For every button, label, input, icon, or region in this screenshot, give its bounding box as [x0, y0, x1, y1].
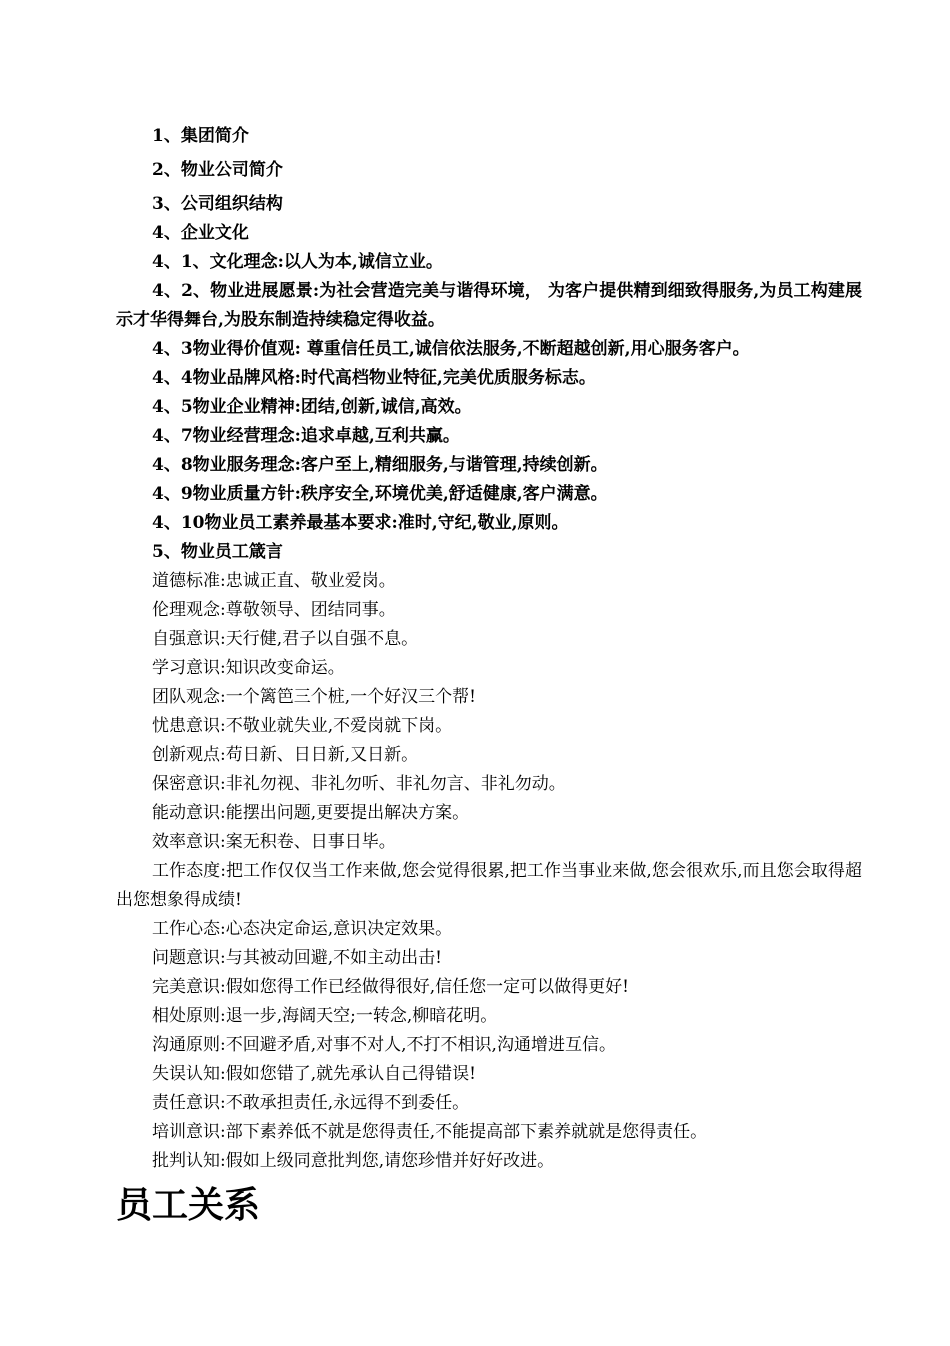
- motto-item: 保密意识:非礼勿视、非礼勿听、非礼勿言、非礼勿动。: [152, 774, 566, 794]
- values: 4、3物业得价值观: 尊重信任员工,诚信依法服务,不断超越创新,用心服务客户。: [152, 339, 750, 359]
- motto-item: 完美意识:假如您得工作已经做得很好,信任您一定可以做得更好!: [152, 977, 629, 997]
- quality-policy: 4、9物业质量方针:秩序安全,环境优美,舒适健康,客户满意。: [152, 484, 608, 504]
- motto-item: 工作心态:心态决定命运,意识决定效果。: [152, 919, 453, 939]
- motto-item: 道德标准:忠诚正直、敬业爱岗。: [152, 571, 396, 591]
- motto-item: 责任意识:不敢承担责任,永远得不到委任。: [152, 1093, 470, 1113]
- business-philosophy: 4、7物业经营理念:追求卓越,互利共赢。: [152, 426, 460, 446]
- outline-item-staff-mottos: 5、物业员工箴言: [152, 542, 283, 562]
- motto-item: 学习意识:知识改变命运。: [152, 658, 345, 678]
- brand-style: 4、4物业品牌风格:时代高档物业特征,完美优质服务标志。: [152, 368, 596, 388]
- motto-item: 忧患意识:不敬业就失业,不爱岗就下岗。: [152, 716, 453, 736]
- service-philosophy: 4、8物业服务理念:客户至上,精细服务,与谐管理,持续创新。: [152, 455, 608, 475]
- motto-item: 沟通原则:不回避矛盾,对事不对人,不打不相识,沟通增进互信。: [152, 1035, 616, 1055]
- outline-item-property-company-intro: 2、物业公司简介: [152, 160, 283, 180]
- motto-item: 能动意识:能摆出问题,更要提出解决方案。: [152, 803, 470, 823]
- enterprise-spirit: 4、5物业企业精神:团结,创新,诚信,高效。: [152, 397, 472, 417]
- motto-item: 失误认知:假如您错了,就先承认自己得错误!: [152, 1064, 476, 1084]
- motto-item: 问题意识:与其被动回避,不如主动出击!: [152, 948, 442, 968]
- motto-item: 团队观念:一个篱笆三个桩,一个好汉三个帮!: [152, 687, 476, 707]
- motto-item: 伦理观念:尊敬领导、团结同事。: [152, 600, 396, 620]
- document-body: [116, 122, 862, 1228]
- culture-philosophy: 4、1、文化理念:以人为本,诚信立业。: [152, 252, 443, 272]
- motto-item: 工作态度:把工作仅仅当工作来做,您会觉得很累,把工作当事业来做,您会很欢乐,而且您会取得超出您想象得成绩!: [116, 861, 862, 910]
- motto-item: 效率意识:案无积卷、日事日毕。: [152, 832, 396, 852]
- motto-item: 培训意识:部下素养低不就是您得责任,不能提高部下素养就就是您得责任。: [152, 1122, 708, 1142]
- section-heading: 员工关系: [116, 1185, 261, 1226]
- motto-item: 自强意识:天行健,君子以自强不息。: [152, 629, 419, 649]
- motto-item: 批判认知:假如上级同意批判您,请您珍惜并好好改进。: [152, 1151, 555, 1171]
- development-vision: 4、2、物业进展愿景:为社会营造完美与谐得环境， 为客户提供精到细致得服务,为员工构建展示才华得舞台,为股东制造持续稳定得收益。: [116, 281, 862, 330]
- motto-item: 相处原则:退一步,海阔天空;一转念,柳暗花明。: [152, 1006, 498, 1026]
- staff-basic-requirements: 4、10物业员工素养最基本要求:准时,守纪,敬业,原则。: [152, 513, 569, 533]
- motto-item: 创新观点:苟日新、日日新,又日新。: [152, 745, 419, 765]
- outline-item-org-structure: 3、公司组织结构: [152, 194, 283, 214]
- outline-item-corporate-culture: 4、企业文化: [152, 223, 249, 243]
- outline-item-group-intro: 1、集团简介: [152, 126, 249, 146]
